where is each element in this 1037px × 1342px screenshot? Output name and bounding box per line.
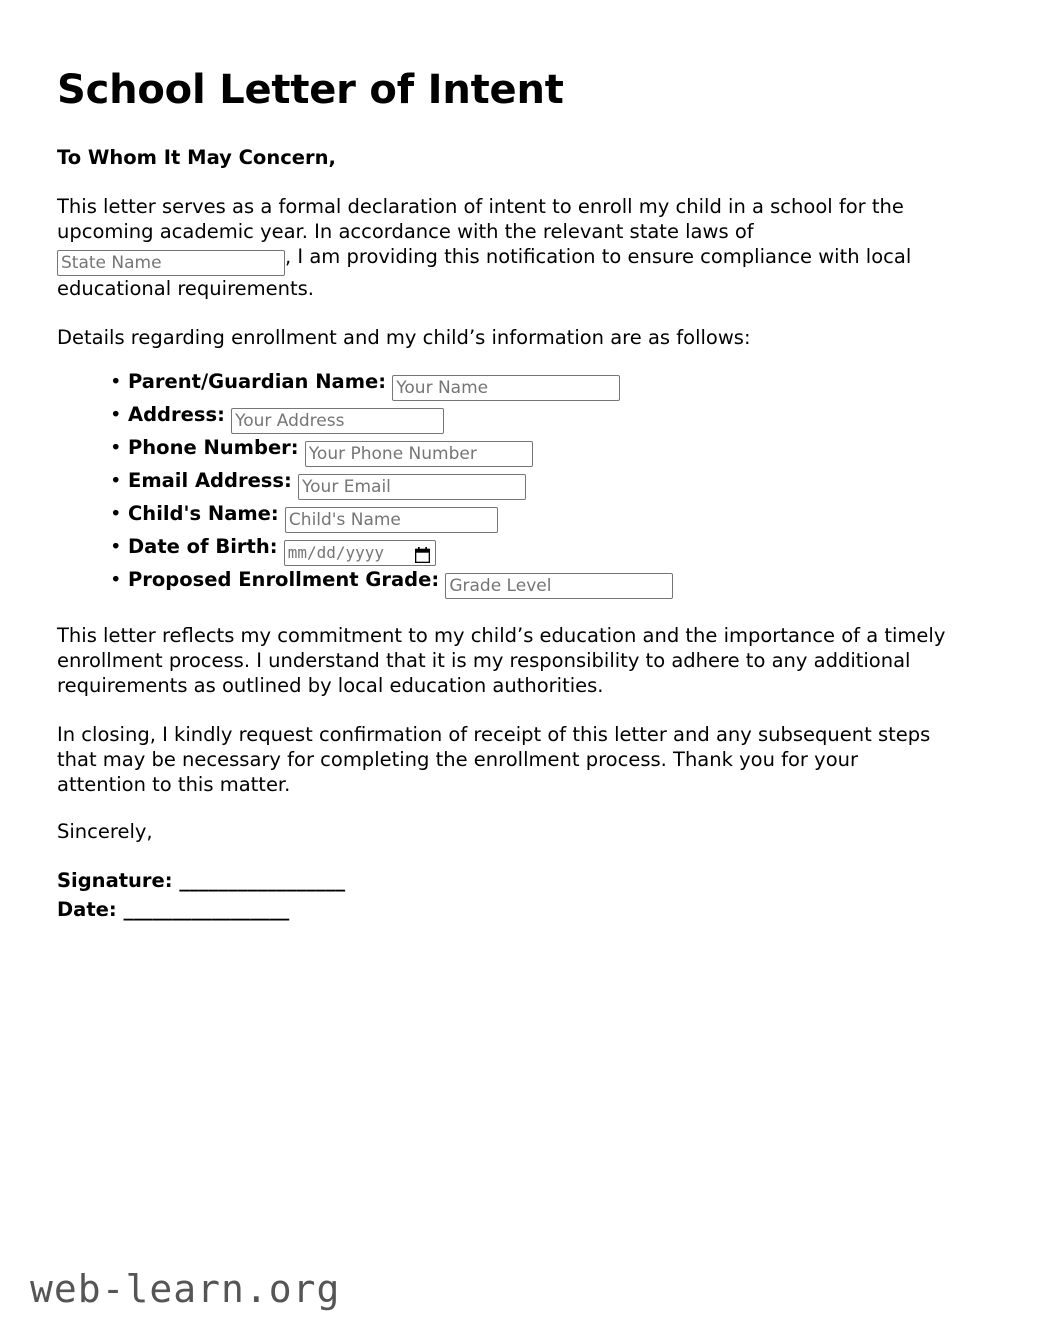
date-of-birth-input[interactable] <box>284 540 436 566</box>
date-of-birth-field[interactable] <box>284 538 436 566</box>
parent-name-input[interactable] <box>392 375 620 401</box>
phone-input[interactable] <box>305 441 533 467</box>
intro-paragraph <box>57 170 980 301</box>
signature-block <box>57 844 980 924</box>
commitment-paragraph: This letter reflects my commitment to my child’s education and the importance of a timely enrollment process. I understand that it is my responsibility to adhere to any additional requirements as outlined by local education authorities. <box>57 623 946 697</box>
email-input[interactable] <box>298 474 526 500</box>
signature-line: Signature: _________________ <box>57 868 346 892</box>
grade-label: Proposed Enrollment Grade: <box>128 567 440 591</box>
grade-input[interactable] <box>445 573 673 599</box>
details-lead-paragraph: Details regarding enrollment and my child’s information are as follows: <box>57 326 751 350</box>
intro-text-after-state: , I am providing this notification to ensure compliance with local educational requirements. <box>57 245 912 301</box>
email-label: Email Address: <box>128 469 292 493</box>
intro-text-before-state: This letter serves as a formal declaration of intent to enroll my child in a school for the upcoming academic year. In accordance with the relevant state laws of <box>57 195 904 244</box>
list-item-email <box>110 467 980 500</box>
date-line: Date: _________________ <box>57 897 290 921</box>
closing-paragraph: In closing, I kindly request confirmation of receipt of this letter and any subsequent steps that may be necessary for completing the enrollment process. Thank you for your attention to this matter. <box>57 722 931 796</box>
list-item-phone <box>110 434 980 467</box>
salutation: To Whom It May Concern, <box>57 146 336 169</box>
sign-off: Sincerely, <box>57 819 153 843</box>
list-item-parent-name <box>110 368 980 401</box>
list-item-grade <box>110 566 980 599</box>
site-watermark: web-learn.org <box>30 1267 341 1311</box>
list-item-date-of-birth <box>110 533 980 566</box>
date-of-birth-label: Date of Birth: <box>128 535 278 559</box>
child-name-input[interactable] <box>285 507 498 533</box>
list-item-address <box>110 401 980 434</box>
enrollment-details-list <box>57 350 980 599</box>
list-item-child-name <box>110 500 980 533</box>
state-name-input[interactable] <box>57 250 285 276</box>
child-name-label: Child's Name: <box>128 502 279 526</box>
address-label: Address: <box>128 403 225 427</box>
phone-label: Phone Number: <box>128 436 299 460</box>
address-input[interactable] <box>231 408 444 434</box>
parent-name-label: Parent/Guardian Name: <box>128 370 387 394</box>
page-title: School Letter of Intent <box>57 67 564 113</box>
